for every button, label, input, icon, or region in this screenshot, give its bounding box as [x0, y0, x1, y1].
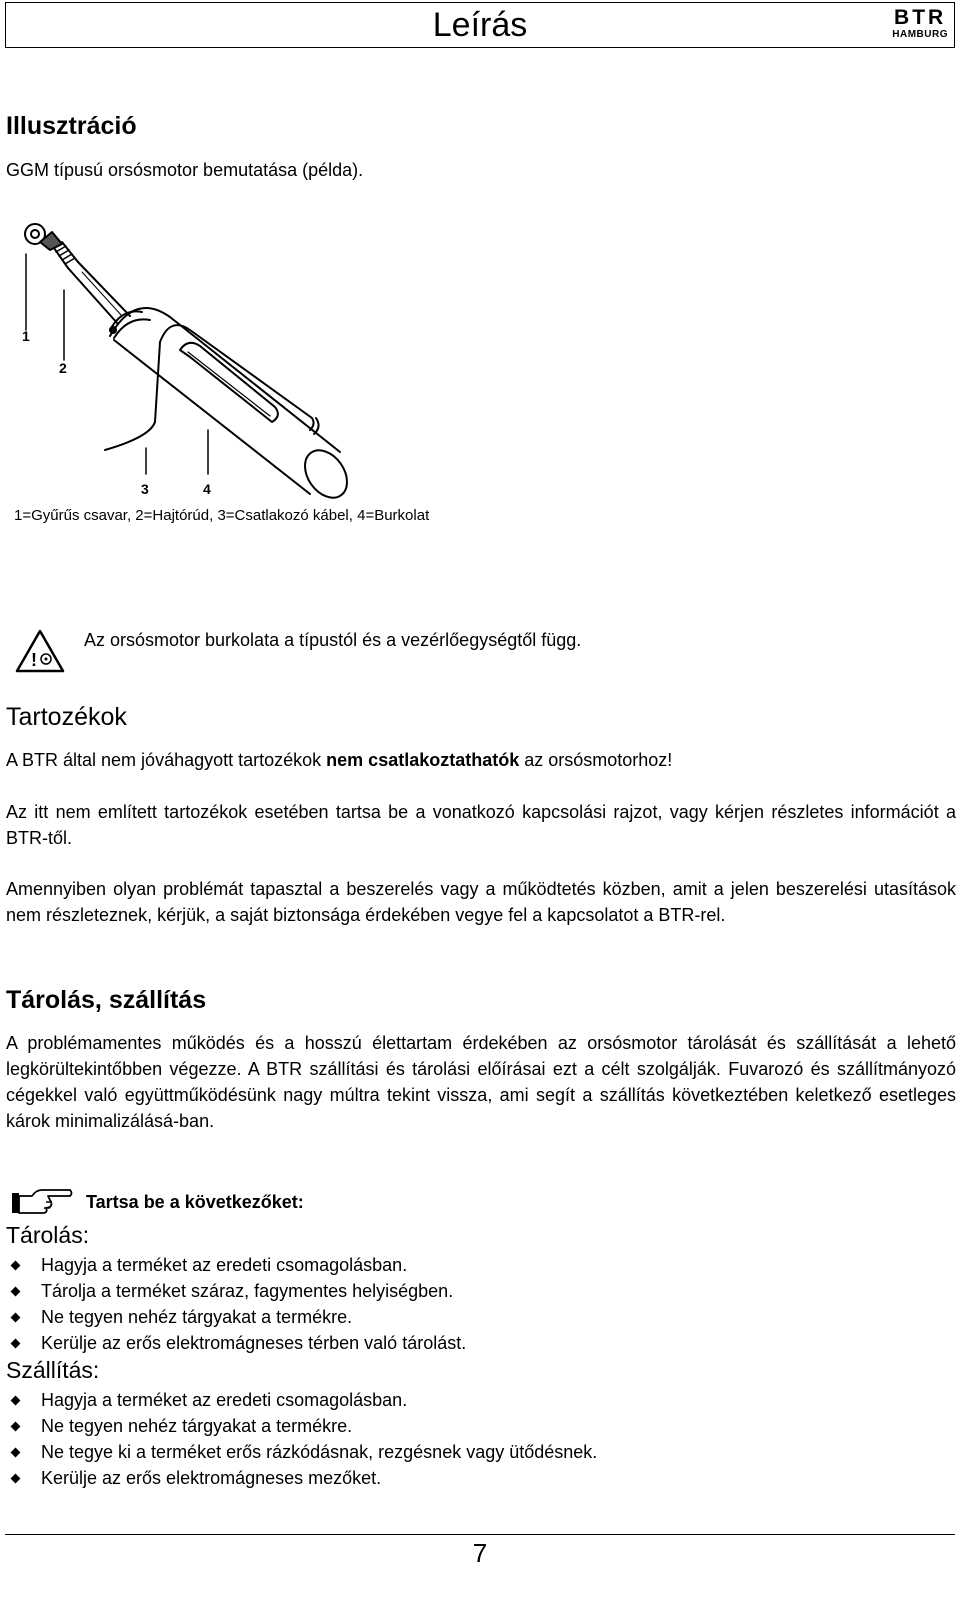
- list-item: Ne tegyen nehéz tárgyakat a termékre.: [6, 1304, 466, 1330]
- logo-sub-text: HAMBURG: [892, 29, 948, 40]
- bullet-diamond-icon: [11, 1448, 21, 1458]
- storage-list: [6, 1252, 466, 1356]
- list-item: Ne tegye ki a terméket erős rázkódásnak, rezgésnek vagy ütődésnek.: [6, 1439, 597, 1465]
- list-item: Ne tegyen nehéz tárgyakat a termékre.: [6, 1413, 597, 1439]
- page-title: Leírás: [432, 6, 528, 44]
- callout-1: 1: [22, 328, 30, 344]
- bullet-diamond-icon: [11, 1313, 21, 1323]
- bullet-diamond-icon: [11, 1474, 21, 1484]
- bullet-diamond-icon: [11, 1422, 21, 1432]
- logo-main-text: BTR: [894, 6, 947, 29]
- bullet-diamond-icon: [11, 1339, 21, 1349]
- accessories-paragraph-3: Amennyiben olyan problémát tapasztal a beszerelés vagy a működtetés közben, amit a jelen beszerelési utasítások nem részleteznek, kérjük, a saját biztonsága érdekében vegye fel a kapcsolatot a BTR-rel.: [6, 879, 956, 925]
- accessories-emphasis: nem csatlakoztathatók: [326, 750, 520, 770]
- btr-logo: [892, 7, 948, 41]
- list-item: Tárolja a terméket száraz, fagymentes helyiségben.: [6, 1278, 466, 1304]
- illustration-intro: GGM típusú orsósmotor bemutatása (példa).: [6, 160, 364, 180]
- callout-2: 2: [59, 360, 67, 376]
- eye-screw-hole: [31, 230, 39, 238]
- accessories-paragraph-1: A BTR által nem jóváhagyott tartozékok nem csatlakoztathatók az orsósmotorhoz!: [6, 750, 673, 770]
- bullet-diamond-icon: [11, 1261, 21, 1271]
- page-number: 7: [472, 1538, 488, 1568]
- callout-3: 3: [141, 481, 149, 497]
- list-item: Kerülje az erős elektromágneses mezőket.: [6, 1465, 597, 1491]
- transport-list: [6, 1387, 597, 1491]
- list-item: Hagyja a terméket az eredeti csomagolásban.: [6, 1252, 466, 1278]
- list-item: Hagyja a terméket az eredeti csomagolásban.: [6, 1387, 597, 1413]
- storage-transport-heading: Tárolás, szállítás: [6, 986, 207, 1014]
- warning-triangle-icon: [14, 628, 66, 674]
- bullet-diamond-icon: [11, 1396, 21, 1406]
- housing-notice-text: Az orsósmotor burkolata a típustól és a vezérlőegységtől függ.: [84, 630, 582, 650]
- svg-text:!: !: [31, 650, 37, 670]
- footer-divider: [5, 1534, 955, 1535]
- accessories-paragraph-2: Az itt nem említett tartozékok esetében tartsa be a vonatkozó kapcsolási rajzot, vagy kérjen részletes információt a BTR-től.: [6, 802, 956, 848]
- follow-instructions-note: Tartsa be a következőket:: [86, 1192, 304, 1212]
- page-header: [5, 2, 955, 48]
- illustration-heading: Illusztráció: [6, 112, 137, 140]
- storage-subheading: Tárolás:: [6, 1222, 90, 1248]
- accessories-heading: Tartozékok: [6, 703, 127, 731]
- list-item: Kerülje az erős elektromágneses térben való tárolást.: [6, 1330, 466, 1356]
- bullet-diamond-icon: [11, 1287, 21, 1297]
- spindle-motor-illustration: [10, 212, 360, 502]
- callout-4: 4: [203, 481, 211, 497]
- storage-transport-paragraph: A problémamentes működés és a hosszú élettartam érdekében az orsósmotor tárolását és szállítását a lehető legkörültekintőbben végezze. A BTR szállítási és tárolási előírásai ezt a célt szolgálják. Fuvarozó és szállítmányozó cégekkel való együttműködésünk nagy múltra tekint vissza, ami segít a szállítás következtében keletkező esetleges károk minimalizálásá-ban.: [6, 1033, 956, 1131]
- pointing-hand-icon: [10, 1186, 74, 1216]
- transport-subheading: Szállítás:: [6, 1357, 100, 1383]
- illustration-caption: 1=Gyűrűs csavar, 2=Hajtórúd, 3=Csatlakozó kábel, 4=Burkolat: [14, 507, 430, 524]
